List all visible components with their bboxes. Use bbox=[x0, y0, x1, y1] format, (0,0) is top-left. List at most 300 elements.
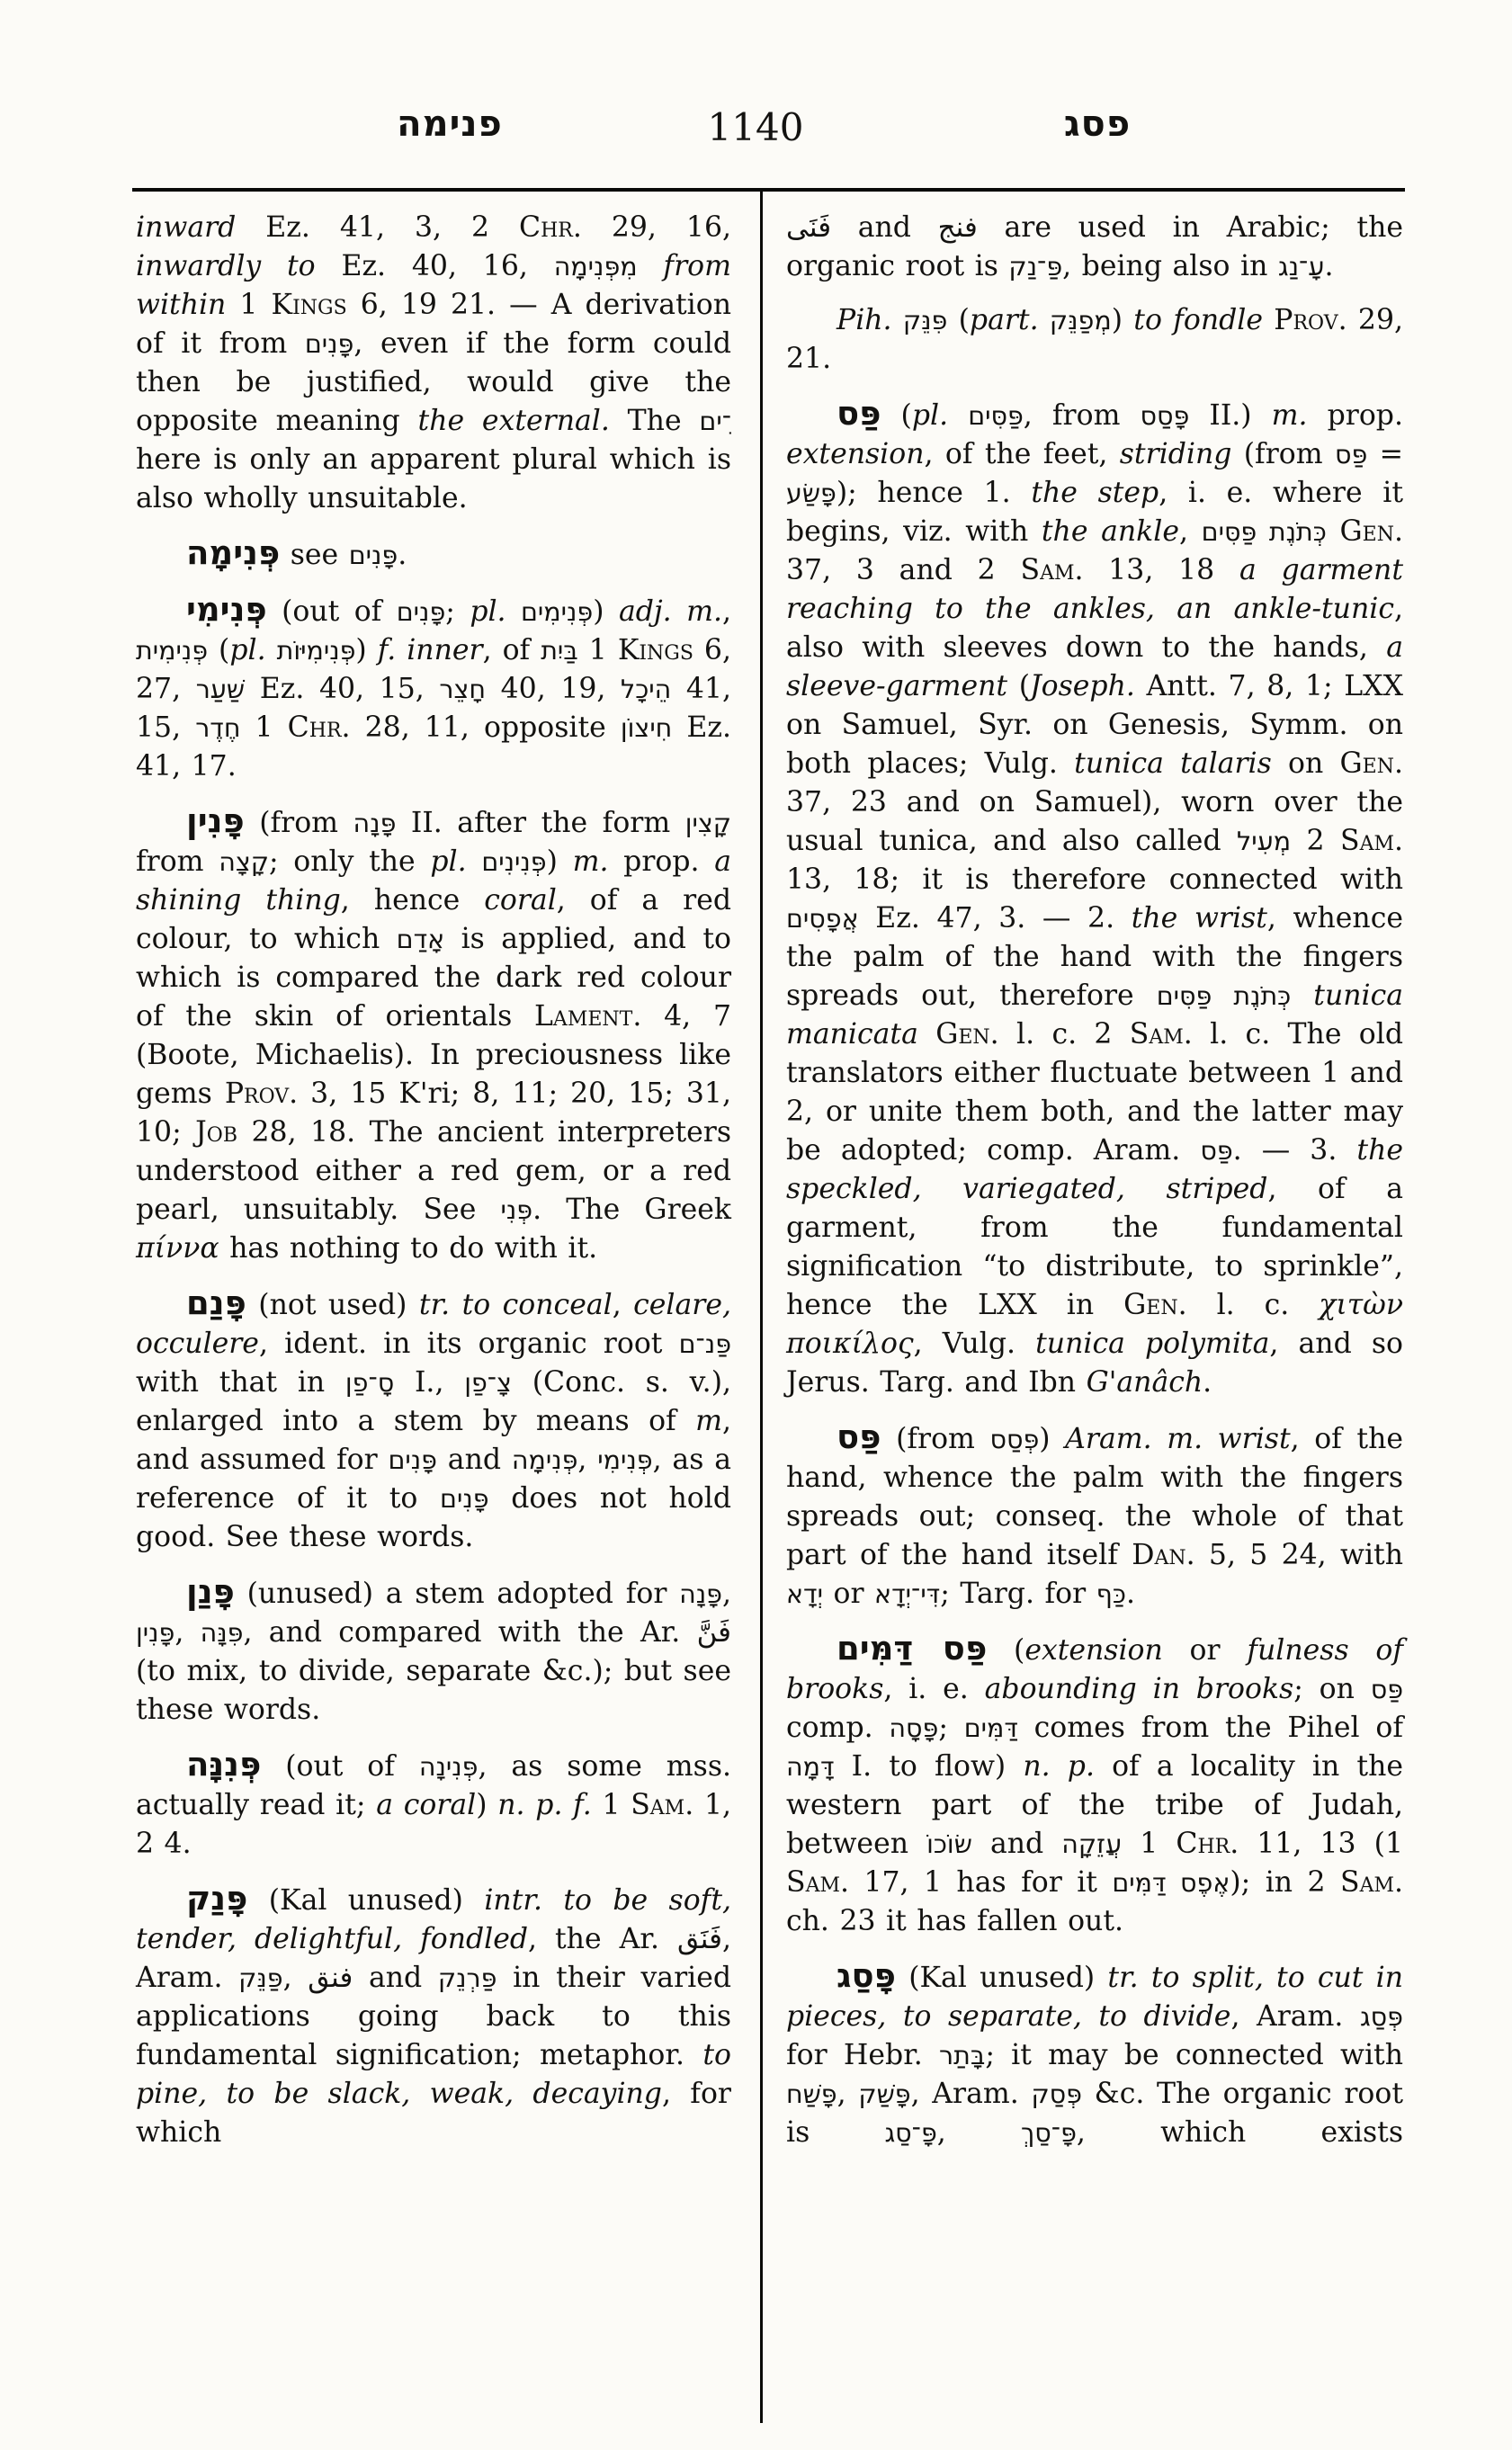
entry-paragraph bbox=[786, 394, 1403, 1402]
text-run: ) bbox=[1039, 1423, 1066, 1455]
text-run: 28, 18. The ancient interpreters understood either a red gem, or a red pearl, unsuitably. See bbox=[136, 1116, 731, 1226]
column-divider-rule bbox=[760, 188, 763, 2423]
inline-hebrew: פַּנ־ם bbox=[678, 1329, 731, 1359]
text-run: , even if the form could then be justified, would give the opposite meaning bbox=[136, 327, 731, 437]
inline-hebrew: פְּנִימָה bbox=[511, 1445, 578, 1475]
text-run: Antt. 7, 8, 1; LXX on Samuel, Syr. on Genesis, Symm. on both places; Vulg. bbox=[786, 670, 1403, 780]
inline-hebrew: חֶדֶר bbox=[195, 713, 241, 743]
text-run: ) bbox=[355, 634, 378, 666]
text-run: and bbox=[436, 1444, 512, 1476]
headword-hebrew: פָּנַק bbox=[186, 1879, 248, 1918]
text-run: are used in Arabic; the organic root is bbox=[786, 211, 1403, 282]
text-run: 28, 11, opposite bbox=[350, 711, 621, 744]
text-run bbox=[1263, 304, 1274, 336]
text-run: (from bbox=[1231, 438, 1335, 470]
text-run: inward bbox=[136, 211, 237, 244]
entry-paragraph bbox=[786, 1629, 1403, 1941]
book-reference: Chr. bbox=[1176, 1828, 1239, 1860]
text-run: Ez. 41, 3, 2 bbox=[236, 211, 519, 244]
inline-hebrew: יְדָא bbox=[786, 1579, 823, 1609]
text-run: , and so Jerus. Targ. and Ibn bbox=[786, 1328, 1403, 1399]
text-run: ; only the bbox=[268, 845, 431, 878]
headword-hebrew: פָּסַג bbox=[837, 1956, 897, 1995]
text-run: 4, 7 (Boote, Michaelis). In preciousness like gems bbox=[136, 1000, 731, 1110]
inline-hebrew: פְּנִינָה bbox=[418, 1752, 479, 1782]
text-run: , of bbox=[482, 634, 541, 666]
header-keyword-right: פסג bbox=[1063, 103, 1132, 145]
continuation-paragraph bbox=[786, 209, 1403, 286]
text-run: Ez. 40, 16, bbox=[315, 250, 554, 282]
text-run: celare, occulere bbox=[136, 1289, 731, 1360]
text-run: prop. bbox=[608, 845, 715, 878]
text-run: Aram. m. wrist bbox=[1065, 1423, 1291, 1455]
text-run bbox=[506, 595, 521, 628]
text-run: , Aram. bbox=[1230, 2000, 1360, 2033]
text-run: fulness of brooks bbox=[786, 1634, 1403, 1705]
inline-hebrew: פְּסַק bbox=[1031, 2079, 1082, 2109]
inline-hebrew: פָּנִים bbox=[396, 597, 446, 627]
book-reference: Prov. bbox=[224, 1077, 299, 1110]
inline-hebrew: מִפְּנִימָה bbox=[553, 252, 638, 282]
inline-hebrew: ־ִים bbox=[699, 407, 731, 436]
text-run: on bbox=[1271, 747, 1340, 780]
text-run: , of a red colour, to which bbox=[136, 884, 731, 955]
inline-hebrew: מְפַנֵּק bbox=[1049, 306, 1112, 335]
text-run: , the Ar. bbox=[528, 1923, 677, 1955]
text-run: the wrist bbox=[1131, 902, 1267, 934]
book-reference: Gen. bbox=[935, 1018, 999, 1051]
inline-hebrew: פַּס bbox=[1370, 1675, 1404, 1704]
entry-paragraph bbox=[136, 1879, 731, 2152]
text-run: , i. e. bbox=[883, 1673, 985, 1705]
text-run: (out of bbox=[266, 595, 397, 628]
text-run: , Aram. bbox=[910, 2078, 1032, 2110]
text-run: , bbox=[1179, 515, 1202, 548]
text-run: , of the feet, bbox=[924, 438, 1120, 470]
inline-hebrew: דָּמָה bbox=[786, 1752, 835, 1782]
text-run: . bbox=[1125, 1578, 1135, 1610]
continuation-paragraph bbox=[136, 209, 731, 518]
book-reference: Sam. bbox=[1339, 825, 1403, 857]
book-reference: Dan. bbox=[1132, 1539, 1195, 1571]
inline-greek: χιτὼν ποικίλος bbox=[786, 1289, 1403, 1360]
inline-hebrew: פִּנֵּק bbox=[902, 306, 948, 335]
text-run: intr. to be soft, tender, delightful, fondled bbox=[136, 1884, 732, 1955]
entry-paragraph bbox=[136, 1572, 731, 1730]
inline-greek: πίννα bbox=[136, 1232, 219, 1265]
text-run: 6, 27, bbox=[136, 634, 731, 705]
text-run: part. bbox=[969, 304, 1039, 336]
text-run: ( bbox=[947, 304, 970, 336]
text-run: 17, 1 has for it bbox=[849, 1866, 1113, 1899]
text-run: ; bbox=[445, 595, 470, 628]
text-run: ( bbox=[881, 399, 912, 432]
text-run: (Kal unused) bbox=[896, 1962, 1108, 1994]
text-run: 29, 21. bbox=[786, 304, 1403, 375]
text-run: pl. bbox=[911, 399, 949, 432]
text-run: 11, 13 (1 bbox=[1239, 1828, 1403, 1860]
text-run: has nothing to do with it. bbox=[219, 1232, 598, 1265]
inline-hebrew: שׂוֹכוֹ bbox=[926, 1829, 972, 1859]
text-run: comp. bbox=[786, 1712, 890, 1744]
inline-hebrew: פָּשַׁח bbox=[786, 2079, 837, 2109]
inline-arabic: فَنَّ bbox=[696, 1616, 731, 1649]
text-run: 37, 3 and 2 bbox=[786, 554, 1021, 586]
text-run: , also with sleeves down to the hands, bbox=[786, 593, 1403, 664]
text-run bbox=[467, 845, 482, 878]
text-run: (out of bbox=[261, 1750, 419, 1783]
text-run: 41, 15, bbox=[136, 673, 732, 744]
text-run: 1 bbox=[240, 711, 288, 744]
text-run: , and compared with the Ar. bbox=[243, 1616, 697, 1649]
headword-hebrew: פַּס bbox=[837, 1417, 881, 1456]
text-run: ); in 2 bbox=[1230, 1866, 1340, 1899]
entry-paragraph bbox=[136, 801, 731, 1268]
text-run: n. p. bbox=[1023, 1750, 1095, 1783]
inline-hebrew: בָּתַר bbox=[939, 2041, 986, 2070]
text-run: (from bbox=[881, 1423, 990, 1455]
text-run: , from bbox=[1023, 399, 1141, 432]
inline-hebrew: אָדַם bbox=[396, 925, 445, 954]
text-run: I. to flow) bbox=[834, 1750, 1024, 1783]
book-reference: Chr. bbox=[519, 211, 582, 244]
inline-hebrew: סָ־פַן bbox=[344, 1368, 395, 1398]
text-run bbox=[918, 1018, 935, 1051]
text-run: of a locality in the western part of the tribe of Judah, between bbox=[786, 1750, 1404, 1860]
text-run: 1 bbox=[226, 289, 272, 321]
entry-paragraph bbox=[136, 590, 731, 786]
text-run: , which exists bbox=[1076, 2116, 1403, 2149]
text-run: , bbox=[577, 1444, 598, 1476]
inline-hebrew: פָּנִים bbox=[304, 329, 354, 359]
text-run: pl. bbox=[229, 634, 266, 666]
text-run: the ankle bbox=[1041, 515, 1179, 548]
inline-hebrew: פָּשַׂע bbox=[786, 478, 837, 508]
text-run: Joseph. bbox=[1030, 670, 1135, 702]
inline-hebrew: אֲפָסִים bbox=[786, 904, 859, 934]
inline-hebrew: צָ־פַן bbox=[464, 1368, 512, 1398]
book-reference: Sam. bbox=[1020, 554, 1084, 586]
header-rule bbox=[132, 188, 1405, 192]
book-reference: Prov. bbox=[1274, 304, 1347, 336]
text-run: here is only an apparent plural which is also wholly unsuitable. bbox=[136, 443, 731, 514]
page-number: 1140 bbox=[707, 105, 804, 149]
text-run: a garment reaching to the ankles, an ankle-tunic bbox=[786, 554, 1403, 625]
text-run: ; bbox=[938, 1712, 964, 1744]
text-run: a coral bbox=[376, 1789, 477, 1821]
text-run: (Kal unused) bbox=[247, 1884, 485, 1917]
text-run: II. after the form bbox=[396, 807, 685, 839]
text-run bbox=[1291, 979, 1313, 1012]
inline-hebrew: דִּי־יְדָא bbox=[874, 1579, 941, 1609]
text-run: ; it may be connected with bbox=[985, 2039, 1403, 2071]
text-run: m bbox=[695, 1405, 722, 1437]
text-run: n. p. f. bbox=[497, 1789, 592, 1821]
text-run: tunica manicata bbox=[786, 979, 1404, 1051]
inline-arabic: فنق bbox=[308, 1962, 353, 1994]
text-run: ) bbox=[546, 845, 573, 878]
text-run: l. c. 2 bbox=[998, 1018, 1130, 1051]
text-run: , i. e. where it begins, viz. with bbox=[786, 477, 1403, 548]
text-run: , being also in bbox=[1062, 250, 1278, 282]
text-run: a shining thing bbox=[136, 845, 731, 917]
inline-hebrew: פָּנִים bbox=[388, 1445, 437, 1475]
text-run: adj. m. bbox=[618, 595, 722, 628]
text-run: and bbox=[353, 1962, 438, 1994]
text-run: ; on bbox=[1293, 1673, 1371, 1705]
text-run: 3, 15 K'ri; 8, 11; 20, 15; 31, 10; bbox=[136, 1077, 731, 1149]
text-run: pl. bbox=[430, 845, 467, 878]
text-run: m. bbox=[572, 845, 609, 878]
text-run: prop. bbox=[1307, 399, 1403, 432]
book-reference: Sam. bbox=[631, 1789, 694, 1821]
book-reference: Kings bbox=[617, 634, 693, 666]
text-run: , bbox=[721, 595, 731, 628]
text-run: 1 bbox=[591, 1789, 631, 1821]
column-right bbox=[786, 209, 1403, 2152]
text-run: 1, 2 4. bbox=[136, 1789, 732, 1860]
text-run: G'anâch bbox=[1086, 1366, 1203, 1399]
text-run: , bbox=[282, 1962, 309, 1994]
text-run: ch. 23 it has fallen out. bbox=[786, 1905, 1123, 1937]
text-run: from bbox=[136, 845, 219, 878]
inline-hebrew: פָּ־סַךְ bbox=[1020, 2118, 1077, 2148]
text-run: (unused) a stem adopted for bbox=[234, 1578, 680, 1610]
inline-hebrew: שַׁעַר bbox=[195, 675, 246, 704]
inline-hebrew: חָצֵר bbox=[439, 675, 486, 704]
text-run: from within bbox=[136, 250, 731, 321]
text-run: , bbox=[721, 1578, 731, 1610]
text-run: 37, 23 and on Samuel), worn over the usual tunica, and also called bbox=[786, 786, 1403, 857]
text-run: , whence the palm of the hand with the fingers spreads out, therefore bbox=[786, 902, 1403, 1012]
text-run bbox=[1327, 515, 1340, 548]
text-run: ) bbox=[476, 1789, 498, 1821]
text-run: (to mix, to divide, separate &c.); but see these words. bbox=[136, 1655, 731, 1726]
text-run: with that in bbox=[136, 1366, 345, 1399]
text-run: . bbox=[1324, 250, 1334, 282]
text-run: inwardly to bbox=[136, 250, 316, 282]
text-run: tr. to conceal bbox=[418, 1289, 613, 1321]
inline-hebrew: פְּנִינִים bbox=[481, 847, 547, 877]
inline-hebrew: פַּסִּים bbox=[968, 401, 1024, 431]
text-run: , hence bbox=[340, 884, 485, 917]
book-reference: Job bbox=[195, 1116, 238, 1149]
text-run: extension bbox=[786, 438, 925, 470]
text-run: f. inner bbox=[377, 634, 483, 666]
inline-arabic: فَنَى bbox=[786, 211, 832, 244]
text-run: (from bbox=[244, 807, 353, 839]
entry-paragraph bbox=[786, 1956, 1403, 2152]
inline-hebrew: פָּסַס bbox=[1140, 401, 1190, 431]
inline-hebrew: פָּנָה bbox=[679, 1579, 722, 1609]
inline-arabic: فَنَق bbox=[676, 1923, 722, 1955]
text-run: , ident. in its organic root bbox=[258, 1328, 679, 1360]
headword-hebrew: פְּנִימִי bbox=[186, 590, 267, 629]
text-run: striding bbox=[1119, 438, 1232, 470]
book-reference: Chr. bbox=[287, 711, 351, 744]
text-run: pl. bbox=[470, 595, 506, 628]
header-keyword-left: פנימה bbox=[397, 103, 503, 145]
text-run: Ez. 40, 15, bbox=[245, 673, 440, 705]
text-run: Ez. 47, 3. — 2. bbox=[858, 902, 1132, 934]
inline-hebrew: פְּנִימִית bbox=[136, 636, 209, 666]
text-run: 2 bbox=[1291, 825, 1340, 857]
text-run: , as a reference of it to bbox=[136, 1444, 731, 1515]
inline-hebrew: אֶפֶס דַּמִּים bbox=[1112, 1868, 1230, 1898]
inline-hebrew: פְּנִי bbox=[500, 1195, 533, 1225]
text-run: . bbox=[398, 539, 407, 571]
inline-hebrew: פַּס bbox=[1200, 1136, 1233, 1166]
text-run: , bbox=[837, 2078, 859, 2110]
headword-hebrew: פָּנַם bbox=[186, 1283, 246, 1322]
text-run: II.) bbox=[1189, 399, 1272, 432]
book-reference: Sam. bbox=[1129, 1018, 1193, 1051]
inline-hebrew: מְעִיל bbox=[1237, 827, 1292, 856]
book-reference: Gen. bbox=[1123, 1289, 1187, 1321]
text-run: , Vulg. bbox=[913, 1328, 1036, 1360]
inline-hebrew: פָּנִים bbox=[348, 541, 398, 570]
text-run: the step bbox=[1031, 477, 1159, 509]
inline-hebrew: עֲזֵקָה bbox=[1061, 1829, 1123, 1859]
text-run: 13, 18 bbox=[1083, 554, 1239, 586]
book-reference: Kings bbox=[271, 289, 347, 321]
inline-hebrew: כְּתֹנֶת פַּסִּים bbox=[1156, 981, 1292, 1011]
text-run: , for which bbox=[136, 2078, 731, 2149]
text-run: the speckled, variegated, striped bbox=[786, 1134, 1403, 1205]
text-run: l. c. bbox=[1186, 1289, 1320, 1321]
inline-hebrew: בַּיִת bbox=[541, 636, 578, 666]
text-run: ; Targ. for bbox=[940, 1578, 1096, 1610]
inline-hebrew: פָּנִים bbox=[440, 1484, 489, 1514]
inline-hebrew: פְּסַס bbox=[989, 1425, 1040, 1454]
inline-hebrew: פְּנִימִי bbox=[597, 1445, 653, 1475]
inline-hebrew: פָּסָה bbox=[889, 1713, 939, 1743]
text-run: 6, 19 21. — A derivation of it from bbox=[136, 289, 731, 360]
text-run: see bbox=[280, 539, 349, 571]
inline-hebrew: פַּ־נַק bbox=[1008, 252, 1063, 282]
inline-hebrew: פַּס bbox=[1334, 440, 1368, 469]
column-left bbox=[136, 209, 731, 2152]
text-run: 5, 5 24, with bbox=[1194, 1539, 1403, 1571]
inline-hebrew: פָּנִין bbox=[136, 1618, 175, 1648]
text-run: and bbox=[831, 211, 938, 244]
inline-hebrew: חִיצוֹן bbox=[620, 713, 673, 743]
text-run: for Hebr. bbox=[786, 2039, 940, 2071]
text-run: &c. The organic root is bbox=[786, 2078, 1403, 2149]
text-run: , as some mss. actually read it; bbox=[136, 1750, 731, 1821]
text-run: abounding in brooks bbox=[984, 1673, 1294, 1705]
text-run: I., bbox=[394, 1366, 465, 1399]
text-run: to pine, to be slack, weak, decaying bbox=[136, 2039, 731, 2110]
text-run: , bbox=[936, 2116, 1021, 2149]
text-run: 40, 19, bbox=[486, 673, 622, 705]
inline-hebrew: פִּנָּה bbox=[200, 1618, 244, 1648]
text-run: (Conc. s. v.), enlarged into a stem by means of bbox=[136, 1366, 732, 1437]
inline-hebrew: דַּמִּים bbox=[963, 1713, 1018, 1743]
text-run: ) bbox=[1111, 304, 1134, 336]
text-run: = bbox=[1367, 438, 1403, 470]
entry-paragraph bbox=[136, 533, 731, 575]
text-run: comes from the Pihel of bbox=[1017, 1712, 1403, 1744]
entry-paragraph bbox=[786, 301, 1403, 379]
inline-hebrew: פַּנֵּק bbox=[238, 1963, 283, 1993]
text-run: ( bbox=[208, 634, 230, 666]
headword-hebrew: פָּנִין bbox=[186, 801, 245, 840]
inline-hebrew: קָצָה bbox=[219, 847, 269, 877]
text-run: does not hold good. See these words. bbox=[136, 1482, 731, 1553]
headword-hebrew: פְּנִימָה bbox=[186, 533, 281, 572]
text-run: ( bbox=[987, 1634, 1025, 1667]
inline-hebrew: פַּרְנֵק bbox=[437, 1963, 497, 1993]
inline-hebrew: עָ־נַג bbox=[1277, 252, 1325, 282]
entry-paragraph bbox=[136, 1745, 731, 1864]
text-run: the external. bbox=[417, 405, 610, 437]
text-run: is applied, and to which is compared the dark red colour of the skin of orientals bbox=[136, 923, 731, 1033]
text-run bbox=[266, 634, 277, 666]
text-run: to fondle bbox=[1133, 304, 1263, 336]
text-run: Pih. bbox=[837, 304, 892, 336]
text-run: . bbox=[1203, 1366, 1212, 1399]
text-run: m. bbox=[1271, 399, 1308, 432]
headword-hebrew: פָּנַן bbox=[186, 1572, 235, 1611]
text-run: , and assumed for bbox=[136, 1405, 731, 1476]
inline-hebrew: פָּשַׁק bbox=[858, 2079, 911, 2109]
text-run: ) bbox=[593, 595, 619, 628]
text-run: ); hence 1. bbox=[836, 477, 1032, 509]
inline-arabic: فنج bbox=[937, 211, 978, 244]
inline-hebrew: פָּ־סַג bbox=[884, 2118, 937, 2148]
text-run: tunica talaris bbox=[1074, 747, 1272, 780]
text-run: , of the hand, whence the palm with the fingers spreads out; conseq. the whole of that part of the hand itself bbox=[786, 1423, 1403, 1571]
text-run: 1 bbox=[577, 634, 618, 666]
text-run: tr. to split, to cut in pieces, to separate, to divide bbox=[786, 1962, 1403, 2033]
book-reference: Gen. bbox=[1339, 515, 1404, 548]
text-run bbox=[1039, 304, 1050, 336]
inline-hebrew: פְּסַג bbox=[1359, 2002, 1403, 2032]
text-run: coral bbox=[484, 884, 557, 917]
text-run: 29, 16, bbox=[581, 211, 732, 244]
inline-hebrew: קָצִין bbox=[684, 809, 731, 838]
headword-hebrew: פַּס bbox=[837, 394, 881, 433]
text-run: and bbox=[971, 1828, 1062, 1860]
text-run: or bbox=[1162, 1634, 1248, 1667]
text-run: , of a garment, from the fundamental signification “to distribute, to sprinkle”, hence the LXX in bbox=[786, 1173, 1403, 1321]
inline-hebrew: פְּנִימִיּוֹת bbox=[276, 636, 356, 666]
entry-paragraph bbox=[786, 1417, 1403, 1614]
text-run bbox=[948, 399, 968, 432]
entry-paragraph bbox=[136, 1283, 731, 1557]
text-run: in their varied applications going back to this fundamental signification; metaphor. bbox=[136, 1962, 732, 2071]
text-run: 1 bbox=[1122, 1828, 1176, 1860]
inline-hebrew: כְּתֹנֶת פַּסִּים bbox=[1201, 517, 1327, 547]
text-run: l. c. The old translators either fluctuate between 1 and 2, or unite them both, and the latter may be adopted; comp. Aram. bbox=[786, 1018, 1403, 1167]
text-run: The bbox=[609, 405, 700, 437]
inline-hebrew: פְּנִימִים bbox=[521, 597, 594, 627]
text-run: . The Greek bbox=[532, 1194, 731, 1226]
text-run bbox=[892, 304, 903, 336]
inline-hebrew: כַּף bbox=[1096, 1579, 1126, 1609]
inline-hebrew: פָּנָה bbox=[353, 809, 397, 838]
text-run: . — 3. bbox=[1232, 1134, 1357, 1167]
text-run: , Aram. bbox=[136, 1923, 731, 1994]
headword-hebrew: פַּס דַּמִּים bbox=[837, 1629, 988, 1668]
text-run: , bbox=[612, 1289, 634, 1321]
text-run: ( bbox=[1007, 670, 1031, 702]
text-run: extension bbox=[1024, 1634, 1163, 1667]
text-run: tunica polymita bbox=[1035, 1328, 1270, 1360]
text-run: 13, 18; it is therefore connected with bbox=[786, 863, 1403, 896]
text-run: (not used) bbox=[246, 1289, 419, 1321]
